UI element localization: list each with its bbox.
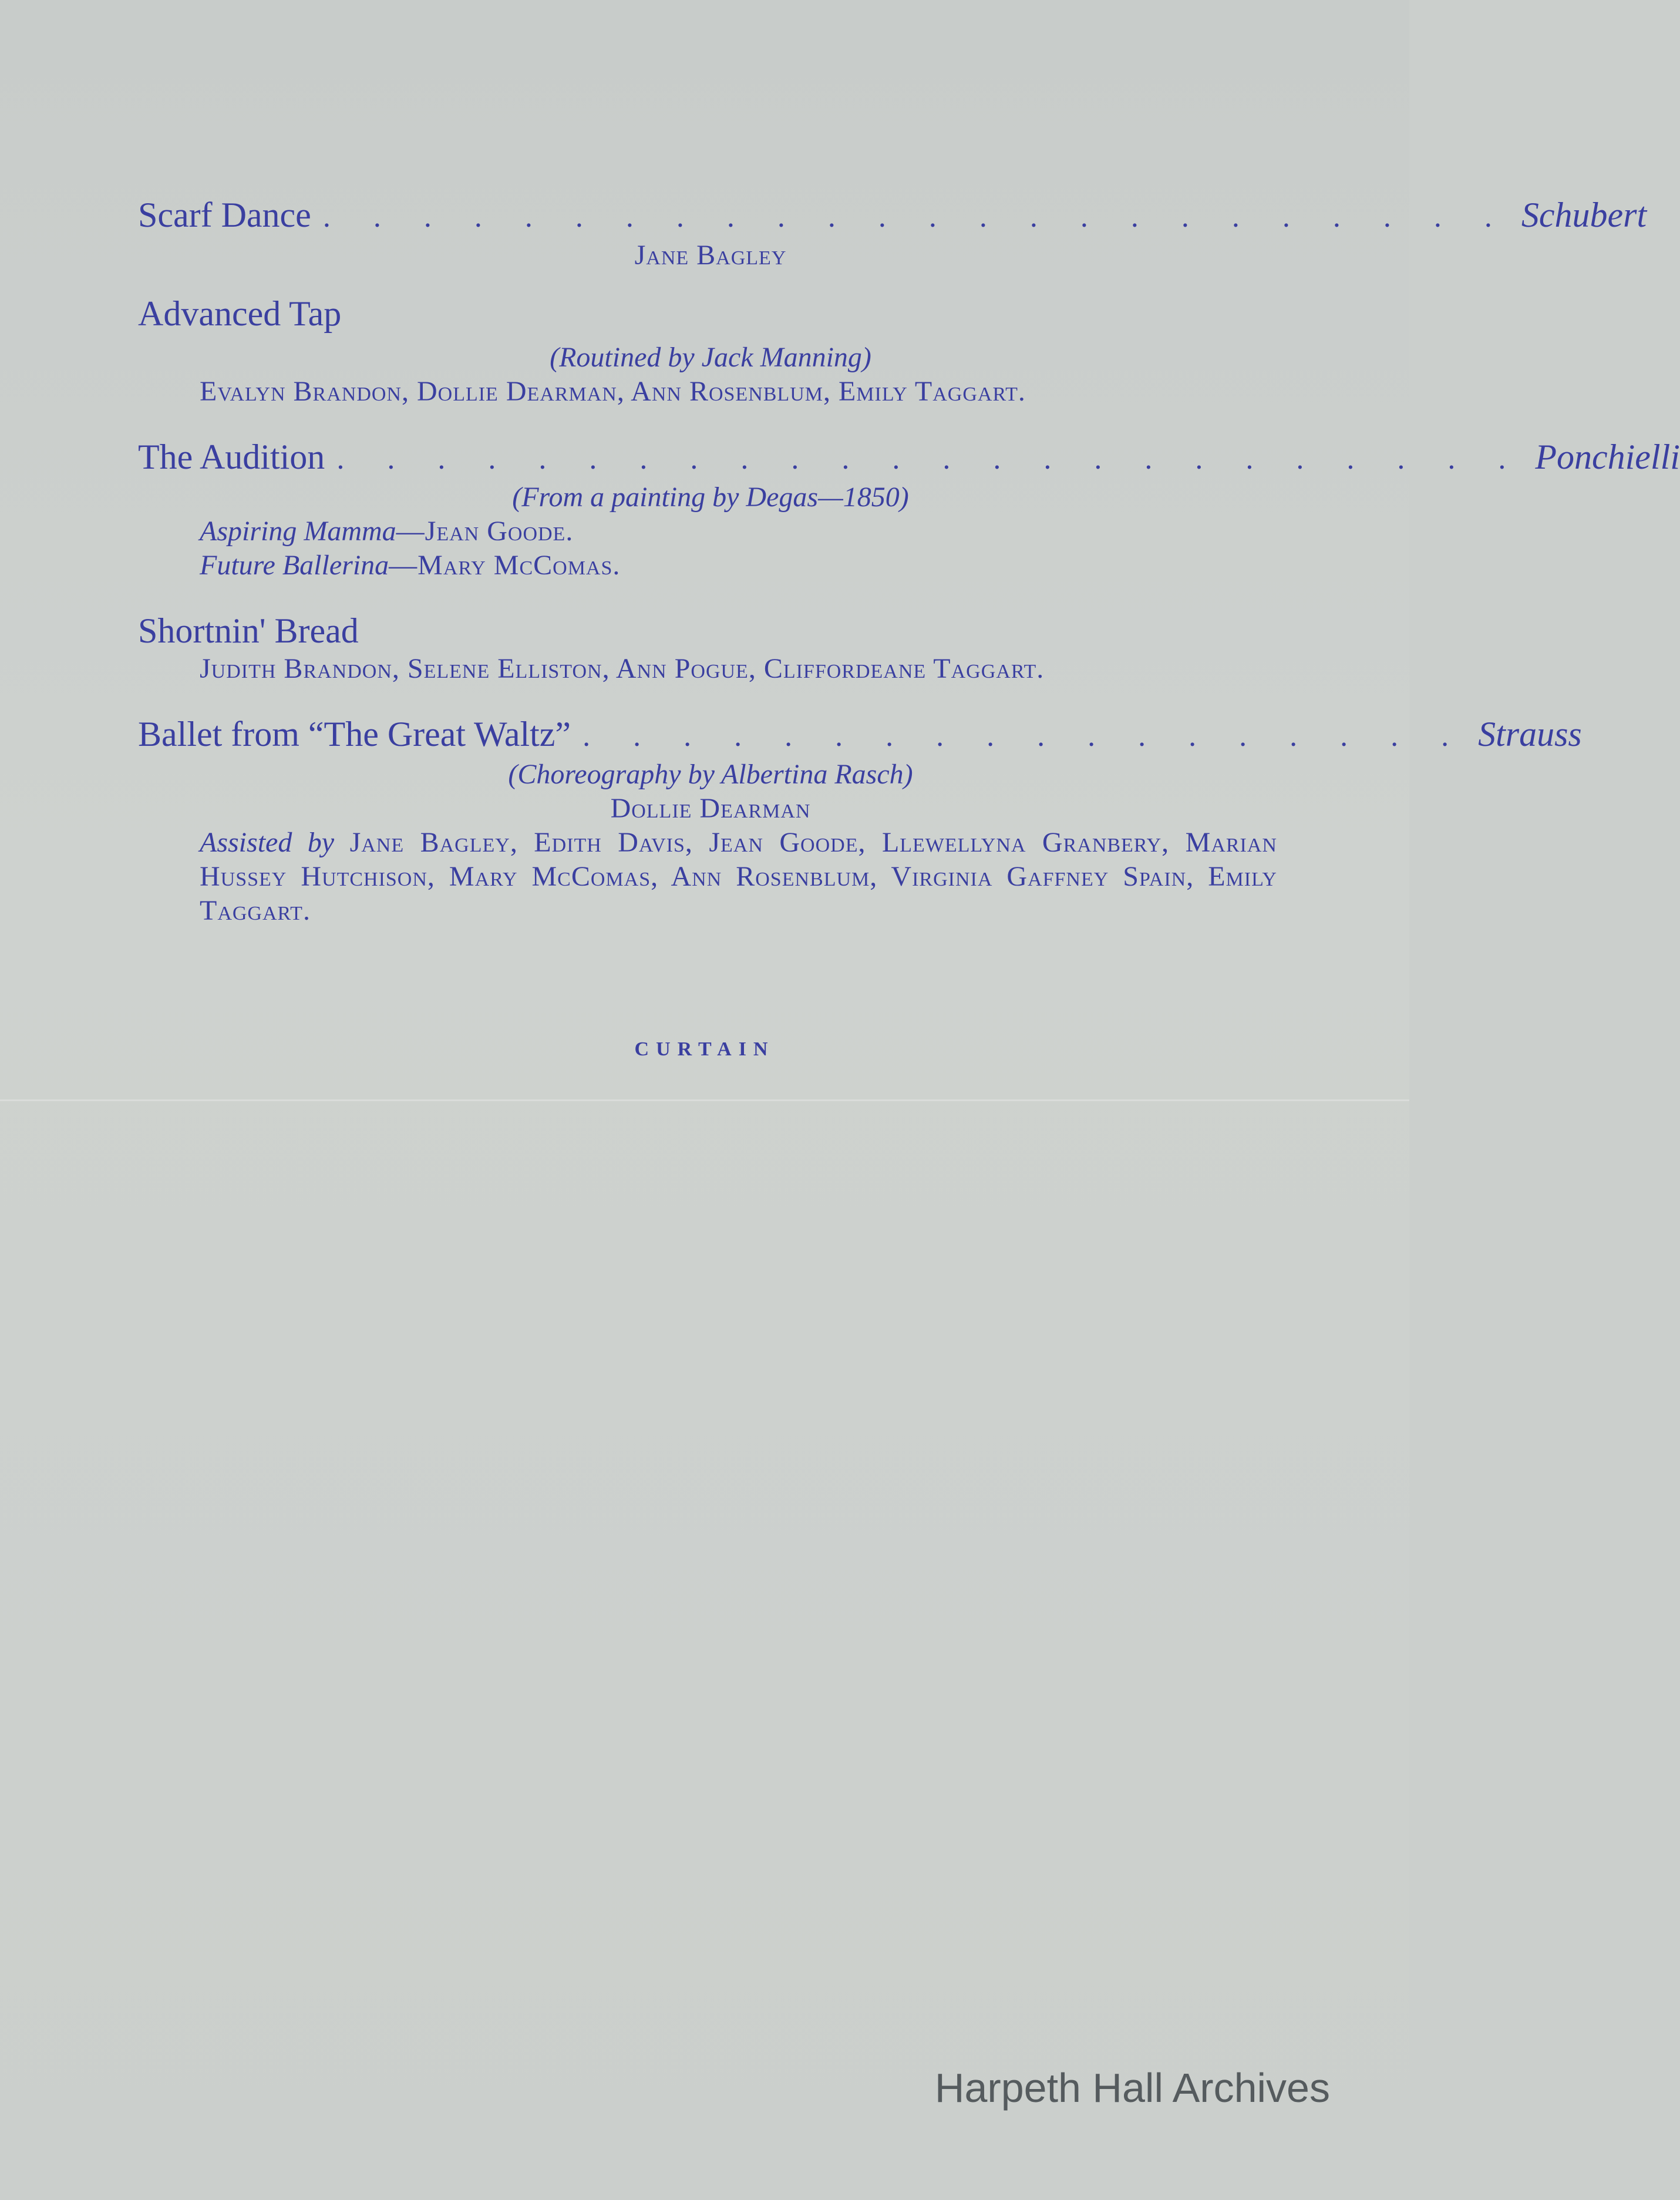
paper-fold [0, 1099, 1409, 1101]
program-item-great-waltz [138, 713, 1582, 928]
item-title: Ballet from “The Great Waltz” [138, 715, 571, 753]
item-performers: Judith Brandon, Selene Elliston, Ann Pogue, Cliffordeane Taggart. [200, 653, 1045, 684]
assisted-dancers: Jane Bagley, Edith Davis, Jean Goode, Llewellyna Granbery, Marian Hussey Hutchison, Mary McComas, Ann Rosenblum, Virginia Gaffney Spain, Emily Taggart. [200, 827, 1277, 926]
item-performers: Jane Bagley [634, 240, 787, 271]
dot-leader: . . . . . . . . . . . . . . . . . . . . . . . . [336, 442, 1524, 476]
program-item-scarf-dance [138, 194, 1647, 273]
program-list [138, 194, 1680, 928]
item-credit: (Choreography by Albertina Rasch) [508, 759, 913, 790]
role-name: Aspiring Mamma [200, 516, 396, 547]
assisted-by-paragraph [138, 826, 1283, 928]
item-title: Shortnin' Bread [138, 611, 359, 650]
item-composer: Ponchielli [1535, 438, 1680, 476]
dot-leader: . . . . . . . . . . . . . . . . . . . . . . . . [322, 200, 1510, 234]
archive-watermark: Harpeth Hall Archives [934, 2065, 1330, 2111]
item-composer: Strauss [1478, 715, 1582, 753]
program-item-advanced-tap [138, 292, 1283, 409]
role-line [138, 549, 1283, 583]
item-title: Advanced Tap [138, 294, 342, 333]
item-title: Scarf Dance [138, 196, 311, 234]
role-name: Future Ballerina [200, 550, 389, 581]
role-line [138, 514, 1283, 549]
dot-leader: . . . . . . . . . . . . . . . . . . [583, 719, 1467, 753]
item-credit: (Routined by Jack Manning) [550, 342, 871, 373]
program-item-shortnin-bread [138, 610, 1283, 686]
role-dancer: —Jean Goode. [396, 516, 574, 547]
program-item-the-audition [138, 436, 1680, 583]
item-composer: Schubert [1521, 196, 1647, 234]
item-performers: Evalyn Brandon, Dollie Dearman, Ann Rosenblum, Emily Taggart. [200, 376, 1026, 407]
item-lead-dancer: Dollie Dearman [610, 793, 811, 824]
item-title: The Audition [138, 438, 325, 476]
role-dancer: —Mary McComas. [389, 550, 621, 581]
curtain-label: CURTAIN [634, 1038, 775, 1060]
item-credit: (From a painting by Degas—1850) [512, 482, 909, 513]
assisted-label: Assisted by [200, 827, 335, 858]
